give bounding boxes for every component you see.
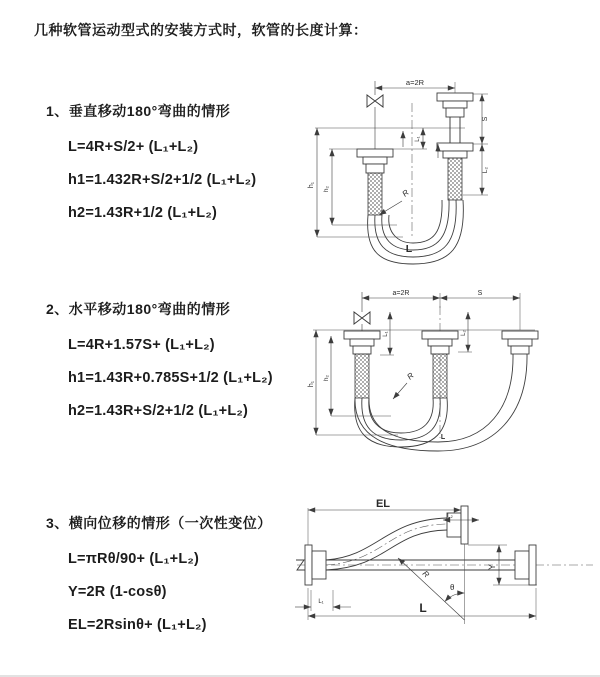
s-curve-hose-displaced — [326, 518, 447, 570]
formula-line: h2=1.43R+S/2+1/2 (L₁+L₂) — [68, 403, 249, 419]
left-pipe-fitting — [344, 331, 380, 398]
middle-pipe-fitting — [422, 331, 458, 398]
dim-label-l2: L₂ — [461, 330, 467, 336]
section-heading: 2、水平移动180°弯曲的情形 — [46, 301, 231, 317]
dim-label-a2r: a=2R — [405, 78, 425, 87]
dimension-s — [473, 94, 489, 144]
dim-label-l1: L₁ — [318, 599, 324, 605]
dimension-a2r — [375, 78, 455, 93]
radius-leader — [379, 188, 411, 215]
formula-list — [68, 131, 256, 230]
angle-construction — [398, 544, 465, 624]
upper-flange-displaced — [447, 506, 468, 544]
right-pipe-fitting-moved — [502, 331, 538, 354]
dim-label-s: S — [482, 116, 489, 122]
dim-label-el: EL — [375, 498, 391, 510]
dimension-l1 — [380, 312, 394, 355]
formula-list — [68, 329, 273, 428]
formula-line: h1=1.43R+0.785S+1/2 (L₁+L₂) — [68, 370, 273, 386]
dim-label-h2: h₂ — [323, 185, 330, 193]
page-title: 几种软管运动型式的安装方式时，软管的长度计算： — [34, 22, 368, 38]
dim-label-h2: h₂ — [323, 374, 330, 382]
dim-label-r: R — [420, 568, 432, 580]
diagram-lateral-displacement — [293, 498, 600, 663]
dim-label-theta: θ — [450, 583, 455, 592]
valve-icon — [367, 81, 383, 149]
formula-line: L=πRθ/90+ (L₁+L₂) — [68, 551, 200, 567]
formula-line: EL=2Rsinθ+ (L₁+L₂) — [68, 617, 207, 633]
formula-line: Y=2R (1-cosθ) — [68, 584, 167, 600]
hose-u-bend-original — [355, 398, 448, 447]
formula-line: h1=1.432R+S/2+1/2 (L₁+L₂) — [68, 172, 257, 188]
section-heading: 3、横向位移的情形（一次性变位） — [46, 515, 272, 531]
dimension-l1 — [393, 128, 438, 158]
section-vertical-180 — [46, 101, 256, 230]
dim-label-l1: L₁ — [415, 136, 421, 142]
section-horizontal-180 — [46, 299, 273, 428]
diagram-horizontal-180-bend — [303, 278, 600, 463]
left-flange — [305, 545, 326, 585]
formula-line: L=4R+1.57S+ (L₁+L₂) — [68, 337, 215, 353]
dim-label-l-total: L — [419, 601, 427, 615]
dim-label-r: R — [405, 370, 416, 382]
dim-label-l-total: L — [405, 243, 413, 255]
section-heading: 1、垂直移动180°弯曲的情形 — [46, 103, 231, 119]
dimension-l — [308, 588, 536, 620]
right-pipe-fitting — [437, 93, 473, 200]
dim-label-s: S — [477, 290, 483, 297]
section-lateral-displacement — [46, 513, 272, 642]
formula-line: h2=1.43R+1/2 (L₁+L₂) — [68, 205, 218, 221]
dim-label-y: Y — [487, 563, 497, 571]
right-flange — [515, 545, 536, 585]
dimension-a2r — [362, 290, 520, 330]
dimension-l1 — [295, 590, 351, 611]
dimension-el — [308, 498, 461, 545]
formula-list — [68, 543, 272, 642]
dimension-l2 — [458, 312, 472, 352]
dim-label-h1: h₁ — [308, 181, 315, 189]
dim-label-h1: h₁ — [308, 380, 315, 388]
radius-leader — [393, 371, 416, 399]
dim-label-l2: L₂ — [482, 166, 489, 174]
dimension-s — [440, 290, 520, 298]
dim-label-a2r: a=2R — [392, 290, 410, 297]
dim-label-l2: L₂ — [447, 513, 453, 520]
dim-label-r: R — [400, 187, 411, 199]
dim-label-l1: L₁ — [383, 331, 389, 337]
dim-label-l-total: L — [440, 434, 446, 441]
diagram-vertical-180-bend — [303, 65, 595, 265]
formula-line: L=4R+S/2+ (L₁+L₂) — [68, 139, 199, 155]
left-pipe-fitting — [357, 149, 393, 215]
